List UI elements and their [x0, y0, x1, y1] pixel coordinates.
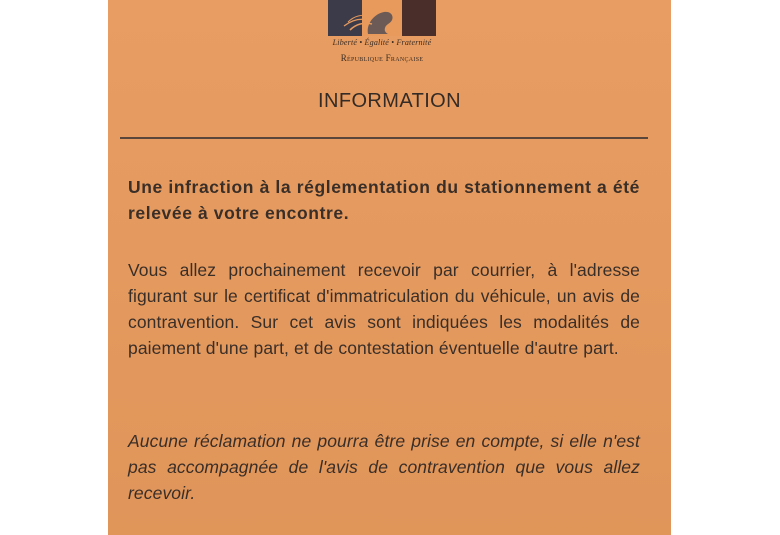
- government-logo: [319, 0, 445, 70]
- mail-details: Vous allez prochainement recevoir par courrier, à l'adresse figurant sur le certificat d'immatriculation du véhicule, un avis de contravention. Sur cet avis sont indiquées les modalités de paiement d'une part, et de contestation éventuelle d'autre part.: [128, 260, 640, 358]
- page-title: INFORMATION: [318, 90, 461, 112]
- republic-name: République Française: [340, 53, 424, 63]
- infraction-notice: Une infraction à la réglementation du stationnement a été relevée à votre encontre.: [128, 177, 640, 223]
- republic-motto: Liberté • Égalité • Fraternité: [332, 38, 432, 47]
- marianne-logo-icon: [328, 0, 436, 36]
- title-divider: [120, 137, 648, 139]
- parking-notice-card: [108, 0, 671, 535]
- claim-warning: Aucune réclamation ne pourra être prise en compte, si elle n'est pas accompagnée de l'avis de contravention que vous allez recevoir.: [128, 431, 640, 503]
